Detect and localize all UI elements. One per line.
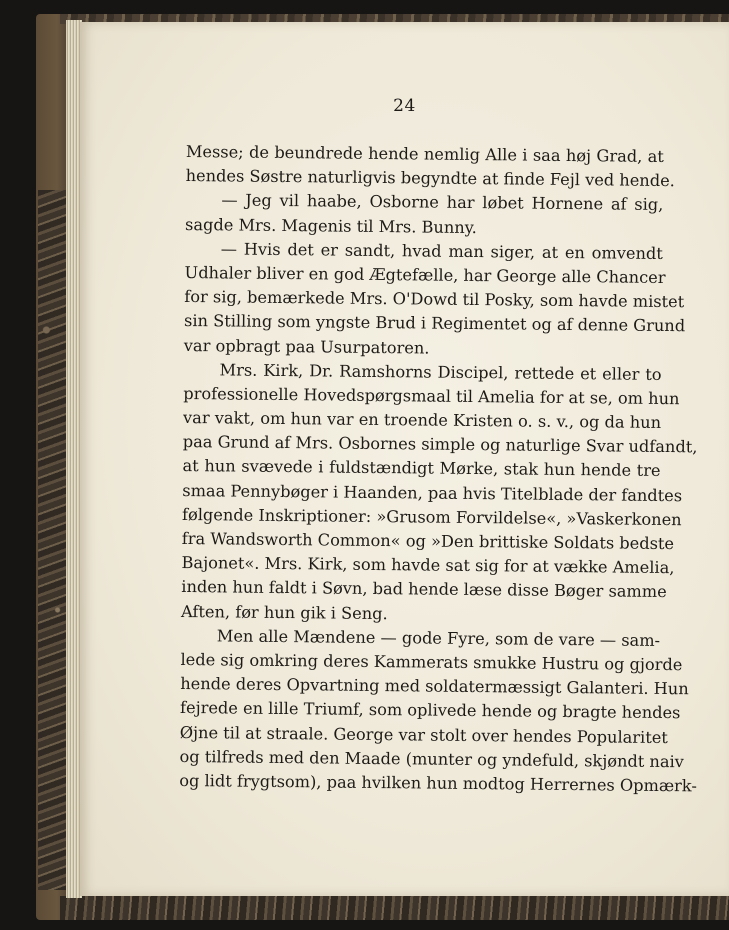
text-line: paa Grund af Mrs. Osbornes simple og naturlige Svar udfandt, bbox=[182, 432, 698, 457]
text-line: fejrede en lille Triumf, som oplivede hende og bragte hendes bbox=[179, 698, 681, 723]
text-line: Mrs. Kirk, Dr. Ramshorns Discipel, rettede et eller to bbox=[219, 360, 662, 384]
text-line: Men alle Mændene — gode Fyre, som de vare — sam- bbox=[216, 626, 661, 650]
text-line: og lidt frygtsom), paa hvilken hun modtog Herrernes Opmærk- bbox=[179, 770, 697, 796]
text-line: Messe; de beundrede hende nemlig Alle i saa høj Grad, at bbox=[185, 141, 664, 167]
text-line: Bajonet«. Mrs. Kirk, som havde sat sig for at vække Amelia, bbox=[181, 553, 675, 578]
text-line: — Hvis det er sandt, hvad man siger, at en omvendt bbox=[220, 239, 663, 263]
text-line: Udhaler bliver en god Ægtefælle, har George alle Chancer bbox=[184, 262, 666, 287]
text-line: hende deres Opvartning med soldatermæssigt Galanteri. Hun bbox=[180, 674, 689, 699]
text-line: sin Stilling som yngste Brud i Regimentet og af denne Grund bbox=[184, 311, 686, 336]
text-line: var vakt, om hun var en troende Kristen o. s. v., og da hun bbox=[182, 408, 662, 433]
text-line: følgende Inskriptioner: »Grusom Forvildelse«, »Vaskerkonen bbox=[181, 504, 682, 530]
text-line: smaa Pennybøger i Haanden, paa hvis Titelblade der fandtes bbox=[182, 480, 683, 505]
text-line: professionelle Hovedspørgsmaal til Amelia for at se, om hun bbox=[183, 383, 680, 409]
body-text bbox=[179, 140, 698, 798]
text-line: var opbragt paa Usurpatoren. bbox=[183, 335, 430, 358]
text-line: og tilfreds med den Maade (munter og yndefuld, skjøndt naiv bbox=[179, 746, 684, 771]
text-line: — Jeg vil haabe, Osborne har løbet Hornene af sig, bbox=[221, 190, 664, 215]
text-line: fra Wandsworth Common« og »Den brittiske Soldats bedste bbox=[181, 528, 675, 554]
text-line: Aften, før hun gik i Seng. bbox=[180, 601, 388, 623]
text-line: lede sig omkring deres Kammerats smukke Hustru og gjorde bbox=[180, 649, 683, 675]
book-page bbox=[80, 22, 729, 896]
text-line: sagde Mrs. Magenis til Mrs. Bunny. bbox=[185, 214, 477, 237]
text-line: at hun svævede i fuldstændigt Mørke, stak hun hende tre bbox=[182, 456, 661, 481]
text-line: inden hun faldt i Søvn, bad hende læse disse Bøger samme bbox=[181, 577, 667, 602]
marbled-endpaper-left bbox=[38, 190, 66, 890]
page-number: 24 bbox=[393, 96, 416, 116]
text-line: for sig, bemærkede Mrs. O'Dowd til Posky, som havde mistet bbox=[184, 287, 685, 312]
text-line: hendes Søstre naturligvis begyndte at finde Fejl ved hende. bbox=[185, 166, 675, 191]
marbled-edge-bottom bbox=[60, 896, 729, 920]
text-line: Øjne til at straale. George var stolt over hendes Popularitet bbox=[179, 722, 668, 747]
